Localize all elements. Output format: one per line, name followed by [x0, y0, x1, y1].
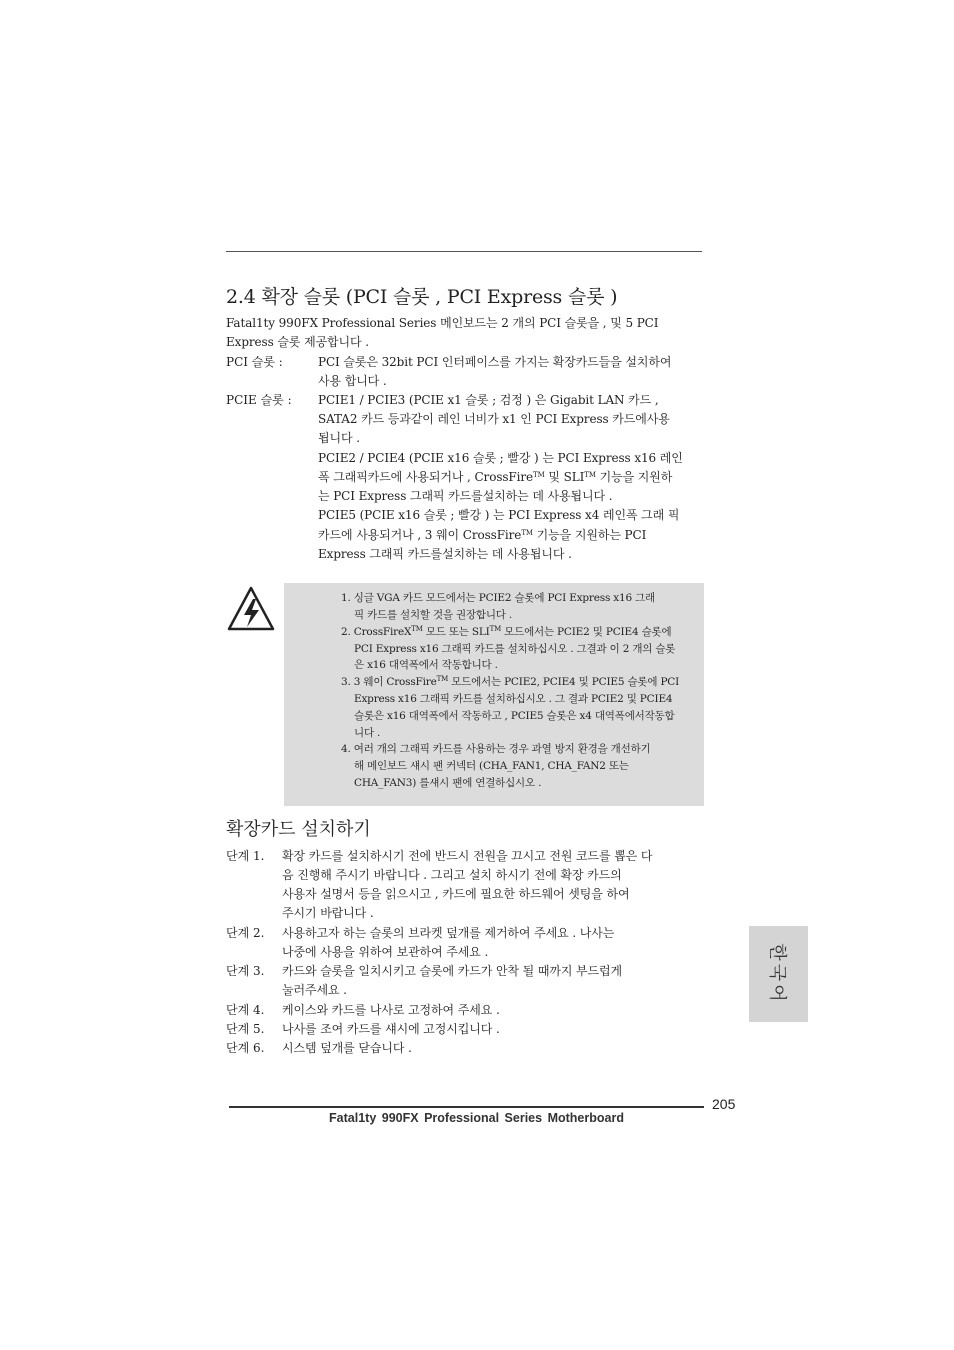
- note-4-line-2: 해 메인보드 섀시 팬 커넥터 (CHA_FAN1, CHA_FAN2 또는: [354, 760, 629, 772]
- footer-title: Fatal1ty 990FX Professional Series Motherboard: [329, 1111, 624, 1125]
- note-2-line-2: PCI Express x16 그래픽 카드를 설치하십시오 . 그결과 이 2 개의 슬롯: [354, 643, 676, 655]
- step-6-line-1: 시스템 덮개를 닫습니다 .: [282, 1041, 412, 1055]
- note-2-line-1: 2. CrossFireX™ 모드 또는 SLI™ 모드에서는 PCIE2 및 PCIE4 슬롯에: [341, 625, 672, 638]
- step-4-label: 단계 4.: [226, 1003, 265, 1017]
- footer-rule: [229, 1106, 704, 1108]
- note-1-line-2: 픽 카드를 설치할 것을 권장합니다 .: [354, 609, 513, 621]
- pcie-line-2: SATA2 카드 등과같이 레인 너비가 x1 인 PCI Express 카드에사용: [318, 412, 670, 426]
- step-4-line-1: 케이스와 카드를 나사로 고정하여 주세요 .: [282, 1003, 500, 1017]
- note-4-line-3: CHA_FAN3) 를섀시 팬에 연결하십시오 .: [354, 777, 542, 789]
- install-title: 확장카드 설치하기: [226, 819, 371, 840]
- note-3-line-1: 3. 3 웨이 CrossFire™ 모드에서는 PCIE2, PCIE4 및 PCIE5 슬롯에 PCI: [341, 675, 680, 688]
- section-title: 2.4 확장 슬롯 (PCI 슬롯 , PCI Express 슬롯 ): [226, 286, 618, 308]
- step-1-line-1: 확장 카드를 설치하시기 전에 반드시 전원을 끄시고 전원 코드를 뽑은 다: [282, 849, 653, 863]
- trademark-superscript: TM: [436, 675, 449, 683]
- step-1-label: 단계 1.: [226, 849, 265, 863]
- note-1-line-1: 1. 싱글 VGA 카드 모드에서는 PCIE2 슬롯에 PCI Express x16 그래: [341, 592, 655, 604]
- intro-line-1: Fatal1ty 990FX Professional Series 메인보드는 2 개의 PCI 슬롯을 , 및 5 PCI: [226, 316, 659, 330]
- step-1-line-4: 주시기 바랍니다 .: [282, 906, 374, 920]
- pci-line-2: 사용 합니다 .: [318, 374, 387, 388]
- page-number: 205: [712, 1096, 736, 1112]
- note-3-line-4: 니다 .: [354, 727, 381, 739]
- step-3-line-2: 눌러주세요 .: [282, 983, 347, 997]
- trademark-superscript: TM: [411, 625, 423, 633]
- trademark-superscript: TM: [584, 471, 596, 479]
- pcie-line-3: 됩니다 .: [318, 431, 360, 445]
- step-3-line-1: 카드와 슬롯을 일치시키고 슬롯에 카드가 안착 될 때까지 부드럽게: [282, 964, 623, 978]
- pcie-line-7: PCIE5 (PCIE x16 슬롯 ; 빨강 ) 는 PCI Express x4 레인폭 그래 픽: [318, 508, 680, 522]
- top-rule: [226, 251, 702, 252]
- warning-icon: [226, 585, 276, 633]
- step-2-label: 단계 2.: [226, 926, 265, 940]
- note-4-line-1: 4. 여러 개의 그래픽 카드를 사용하는 경우 과열 방지 환경을 개선하기: [341, 743, 651, 755]
- step-2-line-1: 사용하고자 하는 슬롯의 브라켓 덮개를 제거하여 주세요 . 나사는: [282, 926, 615, 940]
- step-2-line-2: 나중에 사용을 위하여 보관하여 주세요 .: [282, 945, 489, 959]
- step-5-line-1: 나사를 조여 카드를 섀시에 고정시킵니다 .: [282, 1022, 500, 1036]
- note-3-line-3: 슬롯은 x16 대역폭에서 작동하고 , PCIE5 슬롯은 x4 대역폭에서작동합: [354, 710, 675, 722]
- note-3-line-2: Express x16 그래픽 카드를 설치하십시오 . 그 결과 PCIE2 및 PCIE4: [354, 693, 673, 705]
- pcie-line-5: 폭 그래픽카드에 사용되거나 , CrossFire™ 및 SLI™ 기능을 지원하: [318, 470, 673, 484]
- pci-slot-label: PCI 슬롯 :: [226, 355, 283, 369]
- trademark-superscript: TM: [489, 625, 502, 633]
- step-1-line-2: 음 진행해 주시기 바랍니다 . 그리고 설치 하시기 전에 확장 카드의: [282, 868, 622, 882]
- notes-box: [284, 583, 704, 806]
- pcie-line-4: PCIE2 / PCIE4 (PCIE x16 슬롯 ; 빨강 ) 는 PCI Express x16 레인: [318, 451, 683, 465]
- pcie-line-9: Express 그래픽 카드를설치하는 데 사용됩니다 .: [318, 547, 572, 561]
- pcie-line-8: 카드에 사용되거나 , 3 웨이 CrossFire™ 기능을 지원하는 PCI: [318, 528, 647, 542]
- step-3-label: 단계 3.: [226, 964, 265, 978]
- step-5-label: 단계 5.: [226, 1022, 265, 1036]
- step-6-label: 단계 6.: [226, 1041, 265, 1055]
- trademark-superscript: TM: [533, 471, 545, 479]
- intro-line-2: Express 슬롯 제공합니다 .: [226, 335, 369, 349]
- pcie-line-1: PCIE1 / PCIE3 (PCIE x1 슬롯 ; 검정 ) 은 Gigabit LAN 카드 ,: [318, 393, 659, 407]
- language-tab-label: 한국어: [766, 943, 788, 1005]
- language-tab: [749, 926, 808, 1022]
- pcie-slot-label: PCIE 슬롯 :: [226, 393, 292, 407]
- pcie-line-6: 는 PCI Express 그래픽 카드를설치하는 데 사용됩니다 .: [318, 489, 613, 503]
- note-2-line-3: 은 x16 대역폭에서 작동합니다 .: [354, 659, 498, 671]
- pci-line-1: PCI 슬롯은 32bit PCI 인터페이스를 가지는 확장카드들을 설치하여: [318, 355, 672, 369]
- step-1-line-3: 사용자 설명서 등을 읽으시고 , 카드에 필요한 하드웨어 셋팅을 하여: [282, 887, 630, 901]
- trademark-superscript: TM: [521, 529, 533, 537]
